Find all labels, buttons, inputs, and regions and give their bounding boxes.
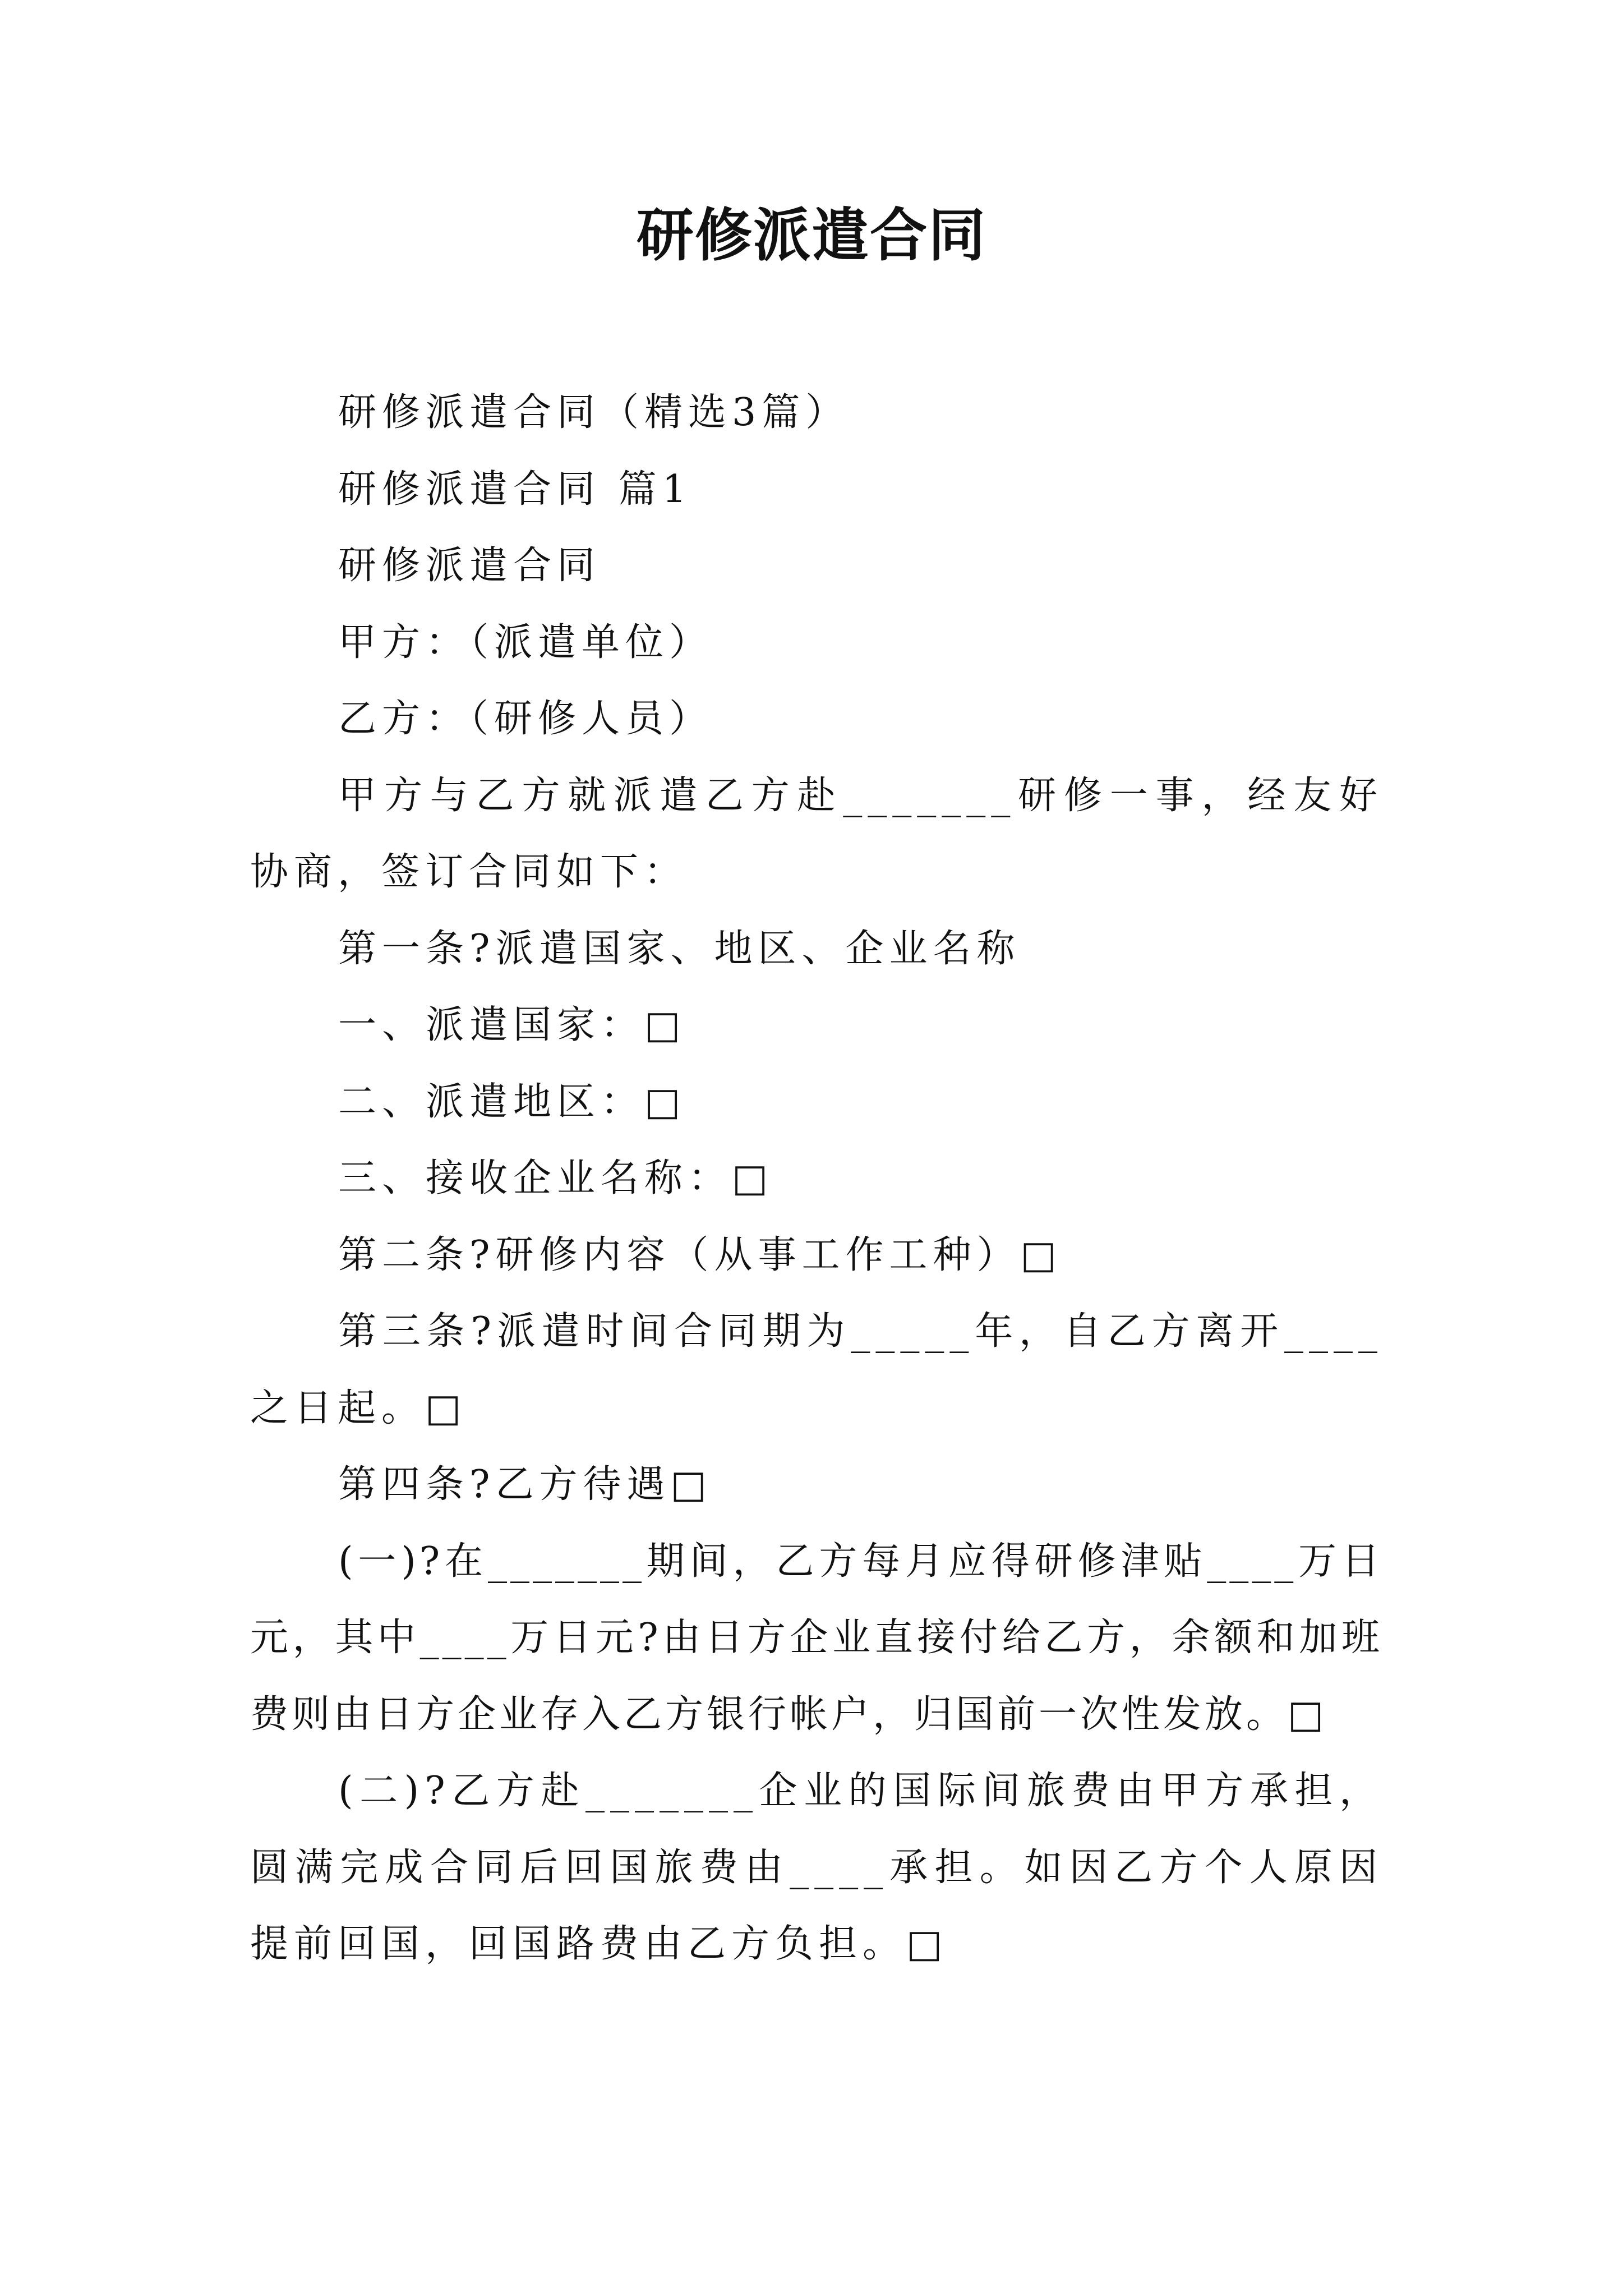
paragraph-contract-name: 研修派遣合同 xyxy=(338,544,601,588)
paragraph-subtitle: 研修派遣合同（精选3篇） xyxy=(338,390,850,435)
paragraph-article-4: 第四条?乙方待遇□ xyxy=(338,1462,712,1507)
paragraph-party-a: 甲方：（派遣单位） xyxy=(338,620,713,665)
paragraph-party-b: 乙方：（研修人员） xyxy=(338,697,713,741)
paragraph-article-2: 第二条?研修内容（从事工作工种）□ xyxy=(338,1232,1062,1277)
paragraph-article-3: 第三条?派遣时间合同期为_____年，自乙方离开____之日起。□ xyxy=(250,1309,1383,1430)
paragraph-country: 一、派遣国家：□ xyxy=(338,1003,686,1047)
document-body xyxy=(250,375,1383,1983)
document-title: 研修派遣合同 xyxy=(637,202,986,269)
paragraph-company: 三、接收企业名称：□ xyxy=(338,1156,774,1200)
paragraph-article-4-item-1: (一)?在_______期间，乙方每月应得研修津贴____万日元，其中____万日元?由日方企业直接付给乙方，余额和加班费则由日方企业存入乙方银行帐户，归国前一次性发放。□ xyxy=(250,1539,1383,1737)
paragraph-region: 二、派遣地区：□ xyxy=(338,1079,686,1124)
paragraph-preamble: 甲方与乙方就派遣乙方赴_______研修一事，经友好协商，签订合同如下： xyxy=(250,773,1383,894)
paragraph-section-heading: 研修派遣合同 篇1 xyxy=(338,467,692,512)
paragraph-article-1: 第一条?派遣国家、地区、企业名称 xyxy=(338,926,1021,971)
paragraph-article-4-item-2: (二)?乙方赴_______企业的国际间旅费由甲方承担，圆满完成合同后回国旅费由____承担。如因乙方个人原因提前回国，回国路费由乙方负担。□ xyxy=(250,1769,1383,1966)
